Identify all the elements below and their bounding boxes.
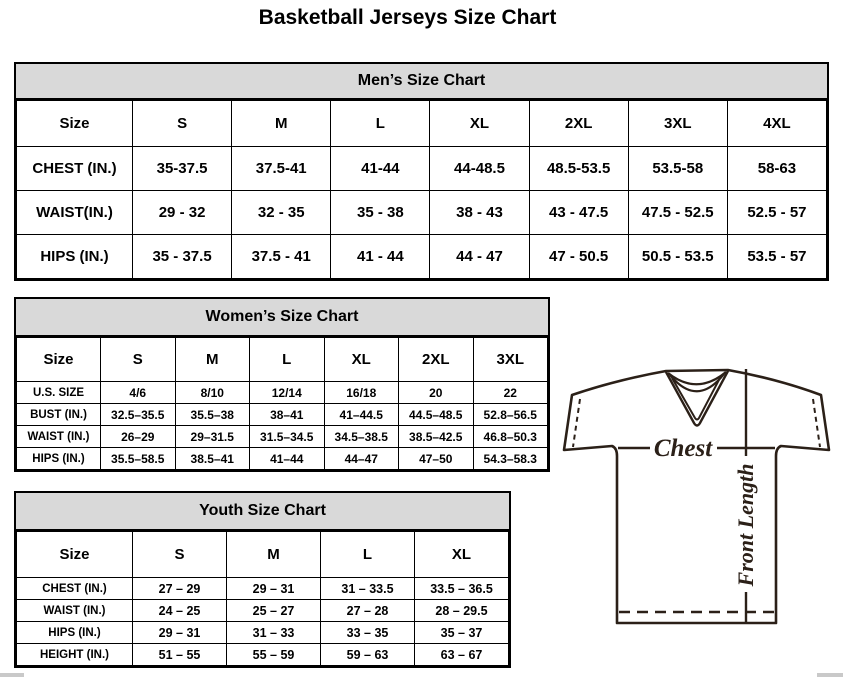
- table-row: [17, 448, 548, 470]
- table-cell: 28 – 29.5: [415, 600, 509, 622]
- row-label: U.S. SIZE: [17, 382, 101, 404]
- table-cell: 32.5–35.5: [101, 404, 176, 426]
- table-cell: 47 - 50.5: [529, 235, 628, 279]
- column-header: S: [101, 338, 176, 382]
- table-cell: 27 – 28: [321, 600, 415, 622]
- table-cell: 44 - 47: [430, 235, 529, 279]
- table-cell: 51 – 55: [133, 644, 227, 666]
- column-header: Size: [17, 101, 133, 147]
- table-cell: 8/10: [175, 382, 250, 404]
- mens-size-chart: [14, 62, 829, 281]
- column-header: Size: [17, 532, 133, 578]
- header-row: [17, 338, 548, 382]
- table-cell: 35 - 37.5: [133, 235, 232, 279]
- table-cell: 53.5-58: [628, 147, 727, 191]
- table-cell: 38.5–42.5: [399, 426, 474, 448]
- youth-chart-title: Youth Size Chart: [16, 493, 509, 531]
- table-cell: 47.5 - 52.5: [628, 191, 727, 235]
- table-cell: 55 – 59: [227, 644, 321, 666]
- column-header: M: [175, 338, 250, 382]
- table-cell: 34.5–38.5: [324, 426, 399, 448]
- table-cell: 31.5–34.5: [250, 426, 325, 448]
- table-cell: 35.5–58.5: [101, 448, 176, 470]
- table-row: [17, 644, 509, 666]
- table-cell: 24 – 25: [133, 600, 227, 622]
- table-row: [17, 191, 827, 235]
- table-cell: 44-48.5: [430, 147, 529, 191]
- horizontal-scrollbar-left[interactable]: [0, 673, 24, 677]
- row-label: WAIST (IN.): [17, 600, 133, 622]
- table-cell: 52.5 - 57: [727, 191, 826, 235]
- row-label: HEIGHT (IN.): [17, 644, 133, 666]
- row-label: WAIST (IN.): [17, 426, 101, 448]
- table-cell: 54.3–58.3: [473, 448, 548, 470]
- column-header: 3XL: [473, 338, 548, 382]
- row-label: CHEST (IN.): [17, 578, 133, 600]
- row-label: BUST (IN.): [17, 404, 101, 426]
- table-cell: 41-44: [331, 147, 430, 191]
- table-cell: 29 – 31: [227, 578, 321, 600]
- table-cell: 38.5–41: [175, 448, 250, 470]
- table-cell: 41 - 44: [331, 235, 430, 279]
- front-length-label: Front Length: [733, 463, 758, 587]
- youth-size-chart: [14, 491, 511, 668]
- table-cell: 35.5–38: [175, 404, 250, 426]
- table-cell: 35 - 38: [331, 191, 430, 235]
- table-cell: 43 - 47.5: [529, 191, 628, 235]
- table-cell: 33 – 35: [321, 622, 415, 644]
- column-header: 2XL: [399, 338, 474, 382]
- womens-size-table: [16, 337, 548, 470]
- chest-label: Chest: [653, 435, 713, 462]
- column-header: XL: [430, 101, 529, 147]
- table-cell: 50.5 - 53.5: [628, 235, 727, 279]
- column-header: XL: [415, 532, 509, 578]
- table-cell: 47–50: [399, 448, 474, 470]
- table-cell: 29 - 32: [133, 191, 232, 235]
- column-header: L: [321, 532, 415, 578]
- table-cell: 58-63: [727, 147, 826, 191]
- table-cell: 44.5–48.5: [399, 404, 474, 426]
- horizontal-scrollbar-right[interactable]: [817, 673, 843, 677]
- row-label: HIPS (IN.): [17, 235, 133, 279]
- page-title: Basketball Jerseys Size Chart: [258, 6, 557, 29]
- table-cell: 32 - 35: [232, 191, 331, 235]
- row-label: WAIST(IN.): [17, 191, 133, 235]
- table-cell: 44–47: [324, 448, 399, 470]
- column-header: S: [133, 532, 227, 578]
- mens-size-table: [16, 100, 827, 279]
- table-cell: 16/18: [324, 382, 399, 404]
- table-row: [17, 600, 509, 622]
- row-label: HIPS (IN.): [17, 448, 101, 470]
- row-label: CHEST (IN.): [17, 147, 133, 191]
- table-cell: 20: [399, 382, 474, 404]
- column-header: Size: [17, 338, 101, 382]
- table-row: [17, 622, 509, 644]
- table-cell: 12/14: [250, 382, 325, 404]
- table-cell: 27 – 29: [133, 578, 227, 600]
- column-header: S: [133, 101, 232, 147]
- table-cell: 35 – 37: [415, 622, 509, 644]
- womens-size-chart: [14, 297, 550, 472]
- table-cell: 38–41: [250, 404, 325, 426]
- row-label: HIPS (IN.): [17, 622, 133, 644]
- table-row: [17, 382, 548, 404]
- column-header: 2XL: [529, 101, 628, 147]
- table-cell: 37.5-41: [232, 147, 331, 191]
- table-cell: 63 – 67: [415, 644, 509, 666]
- right-sleeve-stitch-line: [813, 399, 820, 447]
- womens-chart-title: Women’s Size Chart: [16, 299, 548, 337]
- table-cell: 25 – 27: [227, 600, 321, 622]
- table-row: [17, 404, 548, 426]
- column-header: XL: [324, 338, 399, 382]
- table-cell: 35-37.5: [133, 147, 232, 191]
- table-cell: 22: [473, 382, 548, 404]
- column-header: M: [232, 101, 331, 147]
- table-row: [17, 578, 509, 600]
- column-header: M: [227, 532, 321, 578]
- table-cell: 38 - 43: [430, 191, 529, 235]
- jersey-measurement-diagram: [556, 362, 843, 674]
- mens-chart-title: Men’s Size Chart: [16, 64, 827, 100]
- column-header: L: [331, 101, 430, 147]
- table-cell: 41–44: [250, 448, 325, 470]
- table-cell: 46.8–50.3: [473, 426, 548, 448]
- table-cell: 52.8–56.5: [473, 404, 548, 426]
- header-row: [17, 532, 509, 578]
- table-cell: 4/6: [101, 382, 176, 404]
- table-cell: 26–29: [101, 426, 176, 448]
- column-header: 3XL: [628, 101, 727, 147]
- table-cell: 37.5 - 41: [232, 235, 331, 279]
- table-cell: 41–44.5: [324, 404, 399, 426]
- table-cell: 33.5 – 36.5: [415, 578, 509, 600]
- youth-size-table: [16, 531, 509, 666]
- header-row: [17, 101, 827, 147]
- table-row: [17, 235, 827, 279]
- table-cell: 29–31.5: [175, 426, 250, 448]
- left-sleeve-stitch-line: [573, 399, 580, 447]
- table-cell: 59 – 63: [321, 644, 415, 666]
- table-row: [17, 426, 548, 448]
- column-header: 4XL: [727, 101, 826, 147]
- column-header: L: [250, 338, 325, 382]
- table-cell: 31 – 33.5: [321, 578, 415, 600]
- table-row: [17, 147, 827, 191]
- table-cell: 29 – 31: [133, 622, 227, 644]
- table-cell: 53.5 - 57: [727, 235, 826, 279]
- jersey-outline: [564, 370, 829, 623]
- table-cell: 31 – 33: [227, 622, 321, 644]
- table-cell: 48.5-53.5: [529, 147, 628, 191]
